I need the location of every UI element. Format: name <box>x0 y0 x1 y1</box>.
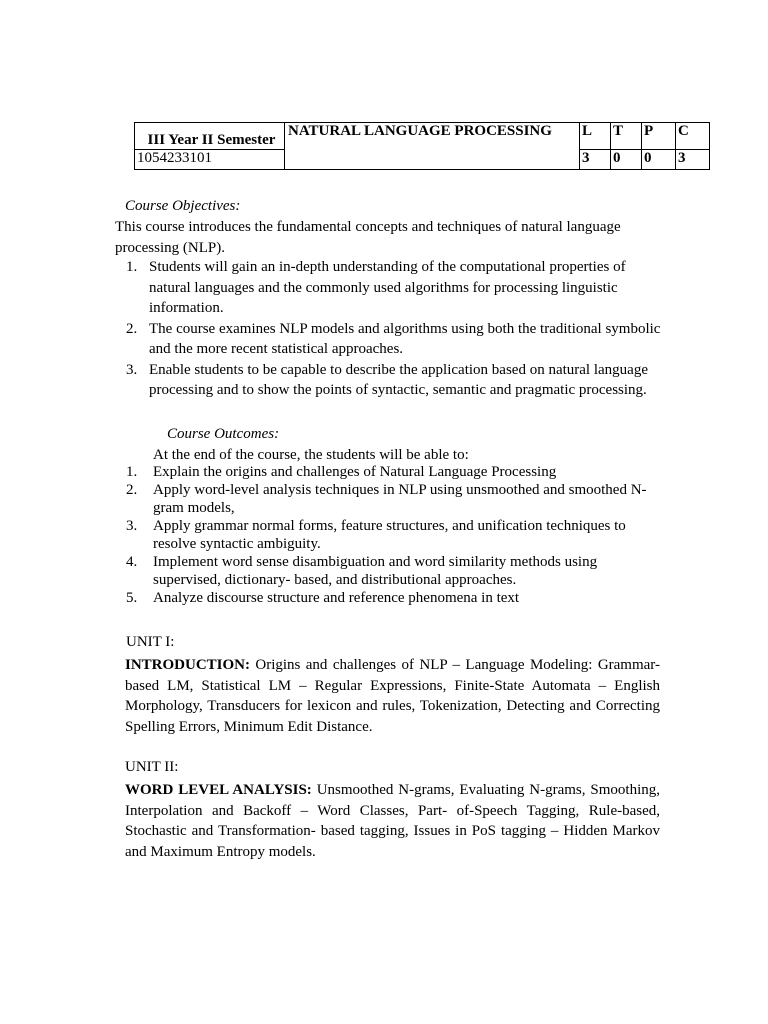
course-title-cell: NATURAL LANGUAGE PROCESSING <box>285 123 580 170</box>
list-text: Enable students to be capable to describe the application based on natural language processing and to show the points of syntactic, semantic and pragmatic processing. <box>149 361 648 398</box>
course-header-table <box>134 122 710 170</box>
objectives-intro: This course introduces the fundamental concepts and techniques of natural language processing (NLP). <box>115 219 621 256</box>
list-number: 1. <box>126 259 138 275</box>
unit-1-label: UNIT I: <box>126 634 175 650</box>
list-number: 4. <box>126 554 138 570</box>
list-text: Implement word sense disambiguation and word similarity methods using supervised, dictionary- based, and distributional approaches. <box>153 554 598 588</box>
list-item <box>122 319 662 360</box>
list-text: Apply word-level analysis techniques in NLP using unsmoothed and smoothed N-gram models, <box>153 482 647 516</box>
ltpc-value-l: 3 <box>580 150 611 170</box>
ltpc-label-t: T <box>611 123 642 150</box>
ltpc-value-t: 0 <box>611 150 642 170</box>
ltpc-label-l: L <box>580 123 611 150</box>
objectives-heading: Course Objectives: <box>125 198 241 214</box>
list-number: 3. <box>126 518 138 534</box>
list-text: Apply grammar normal forms, feature structures, and unification techniques to resolve syntactic ambiguity. <box>153 518 626 552</box>
list-number: 2. <box>126 320 138 337</box>
ltpc-value-p: 0 <box>642 150 676 170</box>
list-number: 5. <box>126 590 138 606</box>
unit-2-title: WORD LEVEL ANALYSIS: <box>125 782 312 798</box>
unit-2-text: Unsmoothed N-grams, Evaluating N-grams, Smoothing, Interpolation and Backoff – Word Classes, Part- of-Speech Tagging, Rule-based, Stochastic and Transformation- based tagging, Issues in PoS tagging – Hidden Markov and Maximum Entropy models. <box>125 782 660 860</box>
unit-2-label: UNIT II: <box>125 759 179 775</box>
course-code-cell: 1054233101 <box>135 150 285 170</box>
list-text: Explain the origins and challenges of Natural Language Processing <box>153 464 557 480</box>
unit-1-text: Origins and challenges of NLP – Language Modeling: Grammar-based LM, Statistical LM – Regular Expressions, Finite-State Automata – English Morphology, Transducers for lexicon and rules, Tokenization, Detecting and Correcting Spelling Errors, Minimum Edit Distance. <box>125 657 660 735</box>
list-item <box>122 517 662 553</box>
list-item <box>122 589 662 607</box>
list-number: 3. <box>126 361 138 378</box>
list-text: Students will gain an in-depth understanding of the computational properties of natural languages and the commonly used algorithms for processing linguistic information. <box>149 259 626 316</box>
unit-1-title: INTRODUCTION: <box>125 657 251 673</box>
list-text: Analyze discourse structure and reference phenomena in text <box>153 590 520 606</box>
list-text: The course examines NLP models and algorithms using both the traditional symbolic and the more recent statistical approaches. <box>149 320 661 357</box>
semester-cell: III Year II Semester <box>135 123 285 150</box>
list-item <box>122 463 662 481</box>
ltpc-label-c: C <box>676 123 710 150</box>
objectives-list <box>122 257 662 401</box>
outcomes-list <box>122 463 662 607</box>
outcomes-heading: Course Outcomes: <box>167 426 280 442</box>
unit-1-body <box>125 655 660 737</box>
list-item <box>122 481 662 517</box>
list-item <box>122 553 662 589</box>
ltpc-value-c: 3 <box>676 150 710 170</box>
outcomes-intro: At the end of the course, the students will be able to: <box>153 447 469 463</box>
list-item <box>122 360 662 401</box>
ltpc-label-p: P <box>642 123 676 150</box>
list-number: 2. <box>126 482 138 498</box>
unit-2-body <box>125 780 660 862</box>
list-item <box>122 257 662 319</box>
list-number: 1. <box>126 464 138 480</box>
